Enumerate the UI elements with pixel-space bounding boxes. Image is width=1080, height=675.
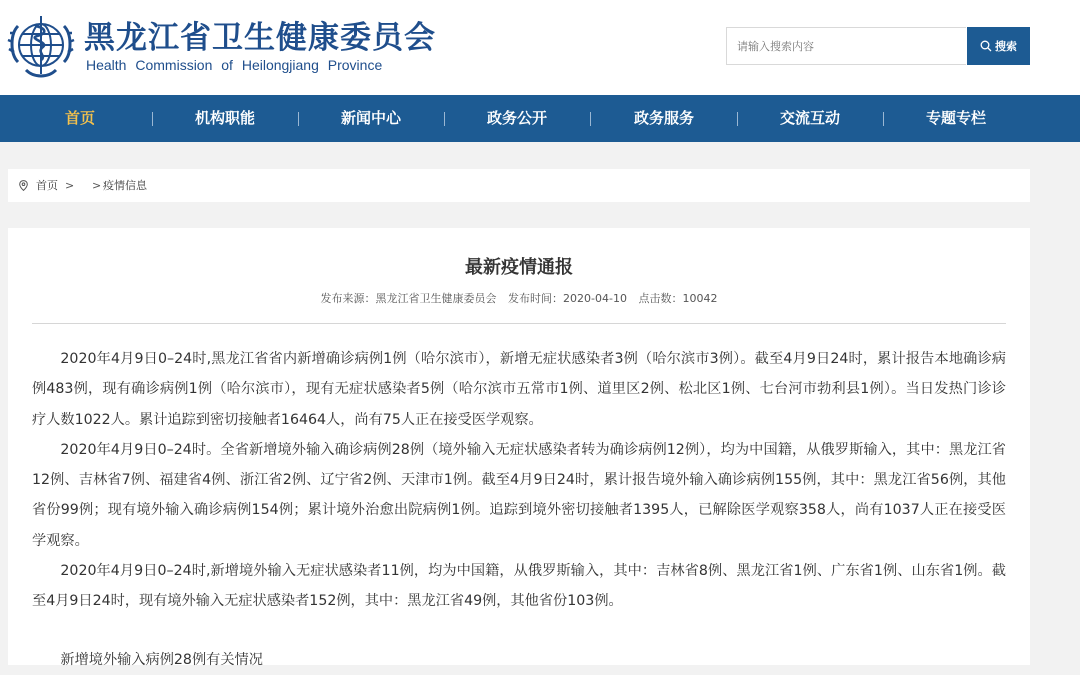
breadcrumb-separator: > — [65, 179, 75, 192]
nav-separator — [444, 112, 445, 126]
article-clicks: 点击数：10042 — [638, 292, 718, 305]
search-button[interactable] — [967, 27, 1030, 65]
nav-item-special-topics[interactable]: 专题专栏 — [925, 109, 986, 127]
search-button-label: 搜索 — [995, 40, 1017, 53]
article-divider — [32, 323, 1006, 324]
article-source: 发布来源：黑龙江省卫生健康委员会 — [320, 292, 497, 305]
main-nav — [0, 95, 1080, 142]
nav-item-interaction[interactable]: 交流互动 — [779, 109, 840, 127]
nav-item-institution[interactable]: 机构职能 — [194, 109, 255, 127]
nav-separator — [737, 112, 738, 126]
nav-separator — [883, 112, 884, 126]
breadcrumb-current[interactable]: 疫情信息 — [103, 179, 147, 192]
search-input[interactable] — [726, 27, 966, 65]
site-title-english: Health Commission of Heilongjiang Province — [86, 57, 383, 73]
breadcrumb-separator: > — [92, 179, 102, 192]
nav-separator — [298, 112, 299, 126]
article-paragraph: 2020年4月9日0–24时,新增境外输入无症状感染者11例，均为中国籍，从俄罗斯输入，其中：吉林省8例、黑龙江省1例、广东省1例、山东省1例。截至4月9日24时，现有境外输入无症状感染者152例，其中：黑龙江省49例，其他省份103例。 — [32, 563, 1006, 610]
breadcrumb — [8, 169, 1030, 202]
location-pin-icon — [19, 180, 28, 191]
nav-separator — [152, 112, 153, 126]
nav-item-home[interactable]: 首页 — [64, 109, 95, 127]
article-panel — [8, 228, 1030, 668]
nav-item-gov-affairs[interactable]: 政务公开 — [486, 109, 547, 127]
who-emblem-icon[interactable] — [6, 12, 76, 80]
nav-item-news[interactable]: 新闻中心 — [340, 109, 401, 127]
site-title[interactable]: 黑龙江省卫生健康委员会 — [84, 20, 436, 56]
breadcrumb-home[interactable]: 首页 — [36, 179, 58, 192]
article-title: 最新疫情通报 — [465, 257, 573, 278]
nav-separator — [590, 112, 591, 126]
nav-item-gov-services[interactable]: 政务服务 — [633, 109, 694, 127]
search-icon — [980, 40, 992, 52]
article-body — [32, 344, 1006, 675]
site-header — [0, 0, 1080, 95]
article-paragraph: 2020年4月9日0–24时。全省新增境外输入确诊病例28例（境外输入无症状感染者转为确诊病例12例），均为中国籍，从俄罗斯输入，其中：黑龙江省12例、吉林省7例、福建省4例、浙江省2例、辽宁省2例、天津市1例。截至4月9日24时，累计报告境外输入确诊病例155例，其中：黑龙江省56例，其他省份99例；现有境外输入确诊病例154例；累计境外治愈出院病例1例。追踪到境外密切接触者1395人，已解除医学观察358人，尚有1037人正在接受医学观察。 — [32, 441, 1006, 549]
article-paragraph: 2020年4月9日0–24时,黑龙江省省内新增确诊病例1例（哈尔滨市），新增无症状感染者3例（哈尔滨市3例）。截至4月9日24时，累计报告本地确诊病例483例，现有确诊病例1例（哈尔滨市），现有无症状感染者5例（哈尔滨市五常市1例、道里区2例、松北区1例、七台河市勃利县1例）。当日发热门诊诊疗人数1022人。累计追踪到密切接触者16464人，尚有75人正在接受医学观察。 — [32, 351, 1006, 428]
article-subheading: 新增境外输入病例28例有关情况 — [60, 651, 263, 668]
article-date: 发布时间：2020-04-10 — [508, 292, 627, 305]
article-meta — [8, 291, 1030, 307]
